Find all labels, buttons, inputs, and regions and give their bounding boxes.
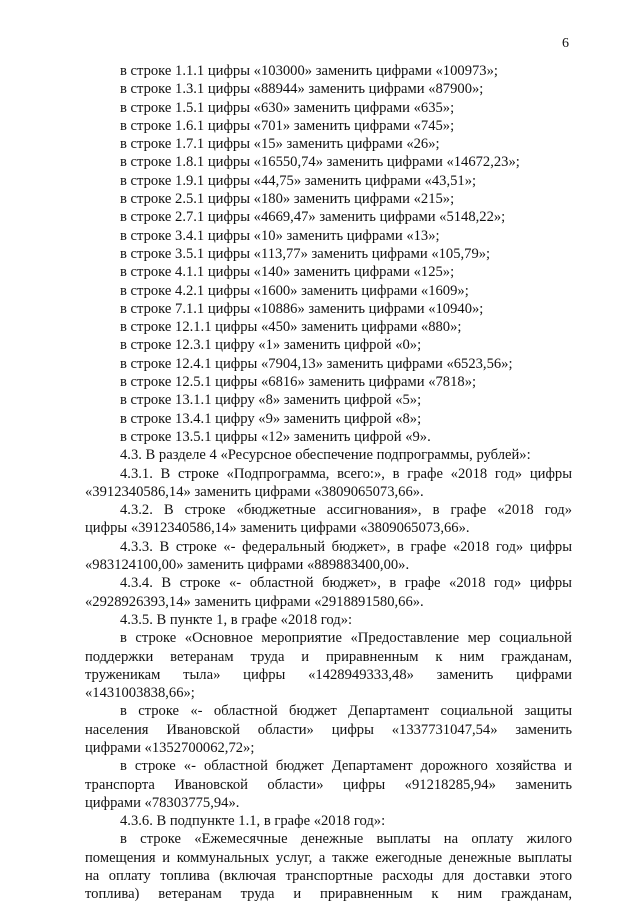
section-4-3-3-line1: 4.3.3. В строке «- федеральный бюджет», в графе «2018 год» цифры bbox=[120, 538, 572, 555]
replacement-line: в строке 13.5.1 цифры «12» заменить цифрой «9». bbox=[120, 428, 431, 445]
section-4-3-4-line1: 4.3.4. В строке «- областной бюджет», в графе «2018 год» цифры bbox=[120, 575, 572, 592]
section-4-3-6-row1-line2: помещения и коммунальных услуг, а также ежегодные денежные выплаты bbox=[85, 849, 572, 866]
section-4-3-1-line1: 4.3.1. В строке «Подпрограмма, всего:», в графе «2018 год» цифры bbox=[120, 465, 572, 482]
section-4-3-5-row3-line1: в строке «- областной бюджет Департамент дорожного хозяйства и bbox=[120, 758, 572, 775]
section-4-3-5-row3-line2: транспорта Ивановской области» цифры «91218285,94» заменить bbox=[85, 776, 572, 793]
section-4-3-6-heading: 4.3.6. В подпункте 1.1, в графе «2018 год»: bbox=[120, 813, 386, 830]
section-4-3-6-row1-line3: на оплату топлива (включая транспортные расходы для доставки этого bbox=[85, 868, 572, 885]
replacement-line: в строке 1.5.1 цифры «630» заменить цифрами «635»; bbox=[120, 99, 455, 116]
replacement-line: в строке 1.9.1 цифры «44,75» заменить цифрами «43,51»; bbox=[120, 172, 477, 189]
section-4-3-6-row1-line4: топлива) ветеранам труда и приравненным к ним гражданам, bbox=[85, 886, 572, 903]
replacement-line: в строке 3.5.1 цифры «113,77» заменить цифрами «105,79»; bbox=[120, 245, 491, 262]
replacement-line: в строке 13.4.1 цифру «9» заменить цифрой «8»; bbox=[120, 410, 422, 427]
section-4-3-1-line2: «3912340586,14» заменить цифрами «3809065073,66». bbox=[85, 483, 424, 500]
section-4-3-heading: 4.3. В разделе 4 «Ресурсное обеспечение подпрограммы, рублей»: bbox=[120, 447, 531, 464]
section-4-3-5-row1-line4: «1431003838,66»; bbox=[85, 685, 195, 702]
replacement-line: в строке 1.6.1 цифры «701» заменить цифрами «745»; bbox=[120, 117, 455, 134]
replacement-line: в строке 12.4.1 цифры «7904,13» заменить цифрами «6523,56»; bbox=[120, 355, 513, 372]
replacement-line: в строке 1.3.1 цифры «88944» заменить цифрами «87900»; bbox=[120, 81, 484, 98]
section-4-3-4-line2: «2928926393,14» заменить цифрами «2918891580,66». bbox=[85, 593, 424, 610]
section-4-3-5-heading: 4.3.5. В пункте 1, в графе «2018 год»: bbox=[120, 611, 353, 628]
section-4-3-6-row1-line1: в строке «Ежемесячные денежные выплаты на оплату жилого bbox=[120, 831, 572, 848]
replacement-line: в строке 1.8.1 цифры «16550,74» заменить цифрами «14672,23»; bbox=[120, 154, 520, 171]
replacement-line: в строке 12.5.1 цифры «6816» заменить цифрами «7818»; bbox=[120, 374, 477, 391]
replacement-line: в строке 2.7.1 цифры «4669,47» заменить цифрами «5148,22»; bbox=[120, 209, 506, 226]
section-4-3-2-line2: цифры «3912340586,14» заменить цифрами «3809065073,66». bbox=[85, 520, 470, 537]
replacement-line: в строке 4.1.1 цифры «140» заменить цифрами «125»; bbox=[120, 264, 455, 281]
replacement-line: в строке 4.2.1 цифры «1600» заменить цифрами «1609»; bbox=[120, 282, 469, 299]
section-4-3-5-row2-line2: населения Ивановской области» цифры «1337731047,54» заменить bbox=[85, 721, 572, 738]
replacement-line: в строке 1.7.1 цифры «15» заменить цифрами «26»; bbox=[120, 136, 440, 153]
section-4-3-2-line1: 4.3.2. В строке «бюджетные ассигнования», в графе «2018 год» bbox=[120, 502, 572, 519]
page-number: 6 bbox=[562, 36, 569, 51]
section-4-3-5-row3-line3: цифрами «78303775,94». bbox=[85, 794, 240, 811]
replacement-line: в строке 3.4.1 цифры «10» заменить цифрами «13»; bbox=[120, 227, 440, 244]
section-4-3-3-line2: «983124100,00» заменить цифрами «889883400,00». bbox=[85, 557, 410, 574]
section-4-3-5-row2-line3: цифрами «1352700062,72»; bbox=[85, 739, 255, 756]
replacement-line: в строке 12.3.1 цифру «1» заменить цифрой «0»; bbox=[120, 337, 422, 354]
replacement-line: в строке 13.1.1 цифру «8» заменить цифрой «5»; bbox=[120, 392, 422, 409]
replacement-list bbox=[85, 62, 572, 446]
replacement-line: в строке 2.5.1 цифры «180» заменить цифрами «215»; bbox=[120, 191, 455, 208]
replacement-line: в строке 12.1.1 цифры «450» заменить цифрами «880»; bbox=[120, 319, 462, 336]
section-4-3-5-row1-line3: труженикам тыла» цифры «1428949333,48» заменить цифрами bbox=[85, 666, 572, 683]
replacement-line: в строке 1.1.1 цифры «103000» заменить цифрами «100973»; bbox=[120, 63, 498, 79]
replacement-line: в строке 7.1.1 цифры «10886» заменить цифрами «10940»; bbox=[120, 300, 484, 317]
section-4-3-5-row1-line1: в строке «Основное мероприятие «Предоставление мер социальной bbox=[120, 630, 572, 647]
section-4-3-5-row2-line1: в строке «- областной бюджет Департамент социальной защиты bbox=[120, 703, 572, 720]
document-body bbox=[85, 62, 572, 904]
section-4-3-5-row1-line2: поддержки ветеранам труда и приравненным к ним гражданам, bbox=[85, 648, 572, 665]
